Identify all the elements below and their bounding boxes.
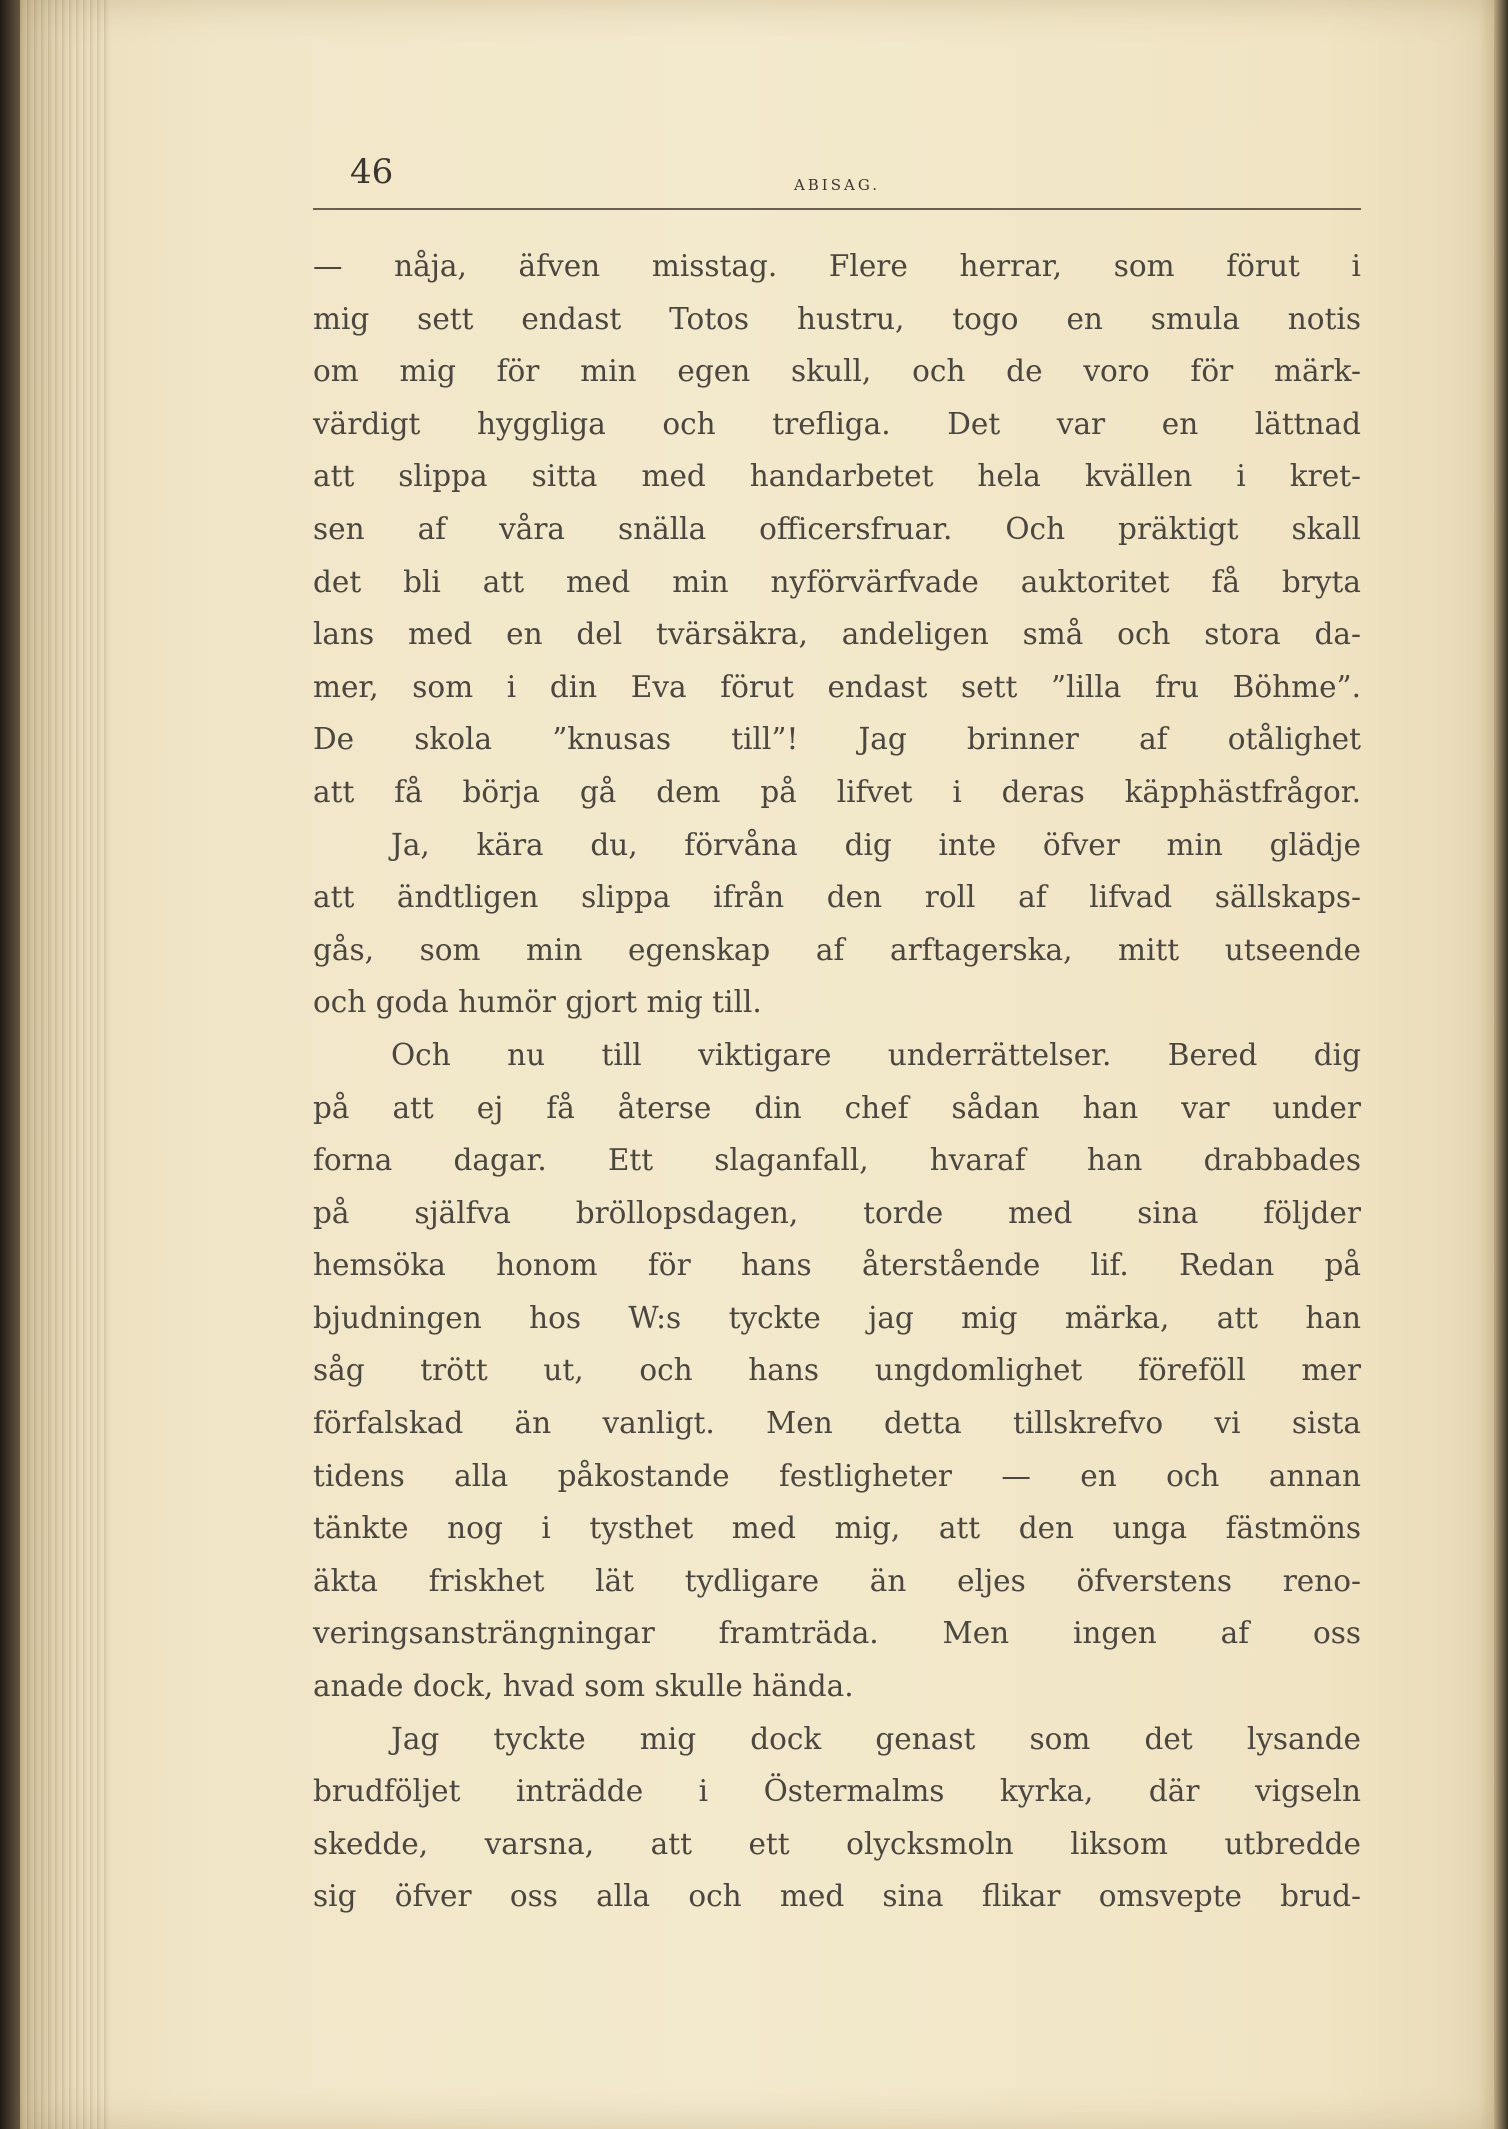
text-line: det bli att med min nyförvärfvade auktoritet få bryta — [313, 564, 1361, 599]
text-line: sen af våra snälla officersfruar. Och präktigt skall — [313, 511, 1361, 546]
paragraph — [313, 1029, 1361, 1713]
text-line: och goda humör gjort mig till. — [313, 985, 762, 1020]
text-line: veringsansträngningar framträda. Men ingen af oss — [313, 1616, 1361, 1651]
text-line: tidens alla påkostande festligheter — en och annan — [313, 1458, 1361, 1493]
paragraph — [313, 819, 1361, 1029]
text-line: om mig för min egen skull, och de voro för märk- — [313, 354, 1361, 389]
text-line: — nåja, äfven misstag. Flere herrar, som förut i — [313, 249, 1361, 283]
text-line: äkta friskhet lät tydligare än eljes öfverstens reno- — [313, 1563, 1361, 1598]
text-line: De skola ”knusas till”! Jag brinner af otålighet — [313, 722, 1361, 757]
text-line: på själfva bröllopsdagen, torde med sina följder — [313, 1195, 1361, 1230]
text-line: att slippa sitta med handarbetet hela kvällen i kret- — [313, 459, 1361, 494]
text-line: hemsöka honom för hans återstående lif. Redan på — [313, 1248, 1361, 1283]
text-line: forna dagar. Ett slaganfall, hvaraf han drabbades — [313, 1143, 1361, 1178]
text-line: såg trött ut, och hans ungdomlighet föreföll mer — [313, 1353, 1361, 1388]
text-line: Och nu till viktigare underrättelser. Bered dig — [391, 1037, 1361, 1072]
page-header — [313, 150, 1361, 210]
book-spine-edge — [0, 0, 22, 2129]
paragraph — [313, 240, 1361, 819]
page-right-edge — [1494, 0, 1508, 2129]
text-line: anade dock, hvad som skulle hända. — [313, 1669, 854, 1704]
paragraph — [313, 1713, 1361, 1923]
text-line: Jag tyckte mig dock genast som det lysande — [391, 1721, 1361, 1756]
running-head: ABISAG. — [793, 176, 881, 194]
text-line: brudföljet inträdde i Östermalms kyrka, där vigseln — [313, 1774, 1361, 1809]
text-line: Ja, kära du, förvåna dig inte öfver min glädje — [391, 827, 1361, 862]
body-text — [313, 240, 1361, 1923]
text-line: bjudningen hos W:s tyckte jag mig märka, att han — [313, 1300, 1361, 1335]
page-number: 46 — [350, 152, 394, 192]
text-line: tänkte nog i tysthet med mig, att den unga fästmöns — [313, 1511, 1361, 1546]
text-line: värdigt hyggliga och trefliga. Det var en lättnad — [313, 406, 1361, 441]
text-line: på att ej få återse din chef sådan han var under — [313, 1090, 1361, 1125]
text-line: gås, som min egenskap af arftagerska, mitt utseende — [313, 932, 1361, 967]
text-line: mer, som i din Eva förut endast sett ”lilla fru Böhme”. — [313, 669, 1361, 704]
text-line: att ändtligen slippa ifrån den roll af lifvad sällskaps- — [313, 880, 1361, 915]
text-line: förfalskad än vanligt. Men detta tillskrefvo vi sista — [313, 1406, 1361, 1441]
text-line: skedde, varsna, att ett olycksmoln liksom utbredde — [313, 1826, 1361, 1861]
text-line: sig öfver oss alla och med sina flikar omsvepte brud- — [313, 1879, 1361, 1914]
text-line: lans med en del tvärsäkra, andeligen små och stora da- — [313, 617, 1361, 652]
text-line: mig sett endast Totos hustru, togo en smula notis — [313, 301, 1361, 336]
text-line: att få börja gå dem på lifvet i deras käpphästfrågor. — [313, 774, 1361, 809]
